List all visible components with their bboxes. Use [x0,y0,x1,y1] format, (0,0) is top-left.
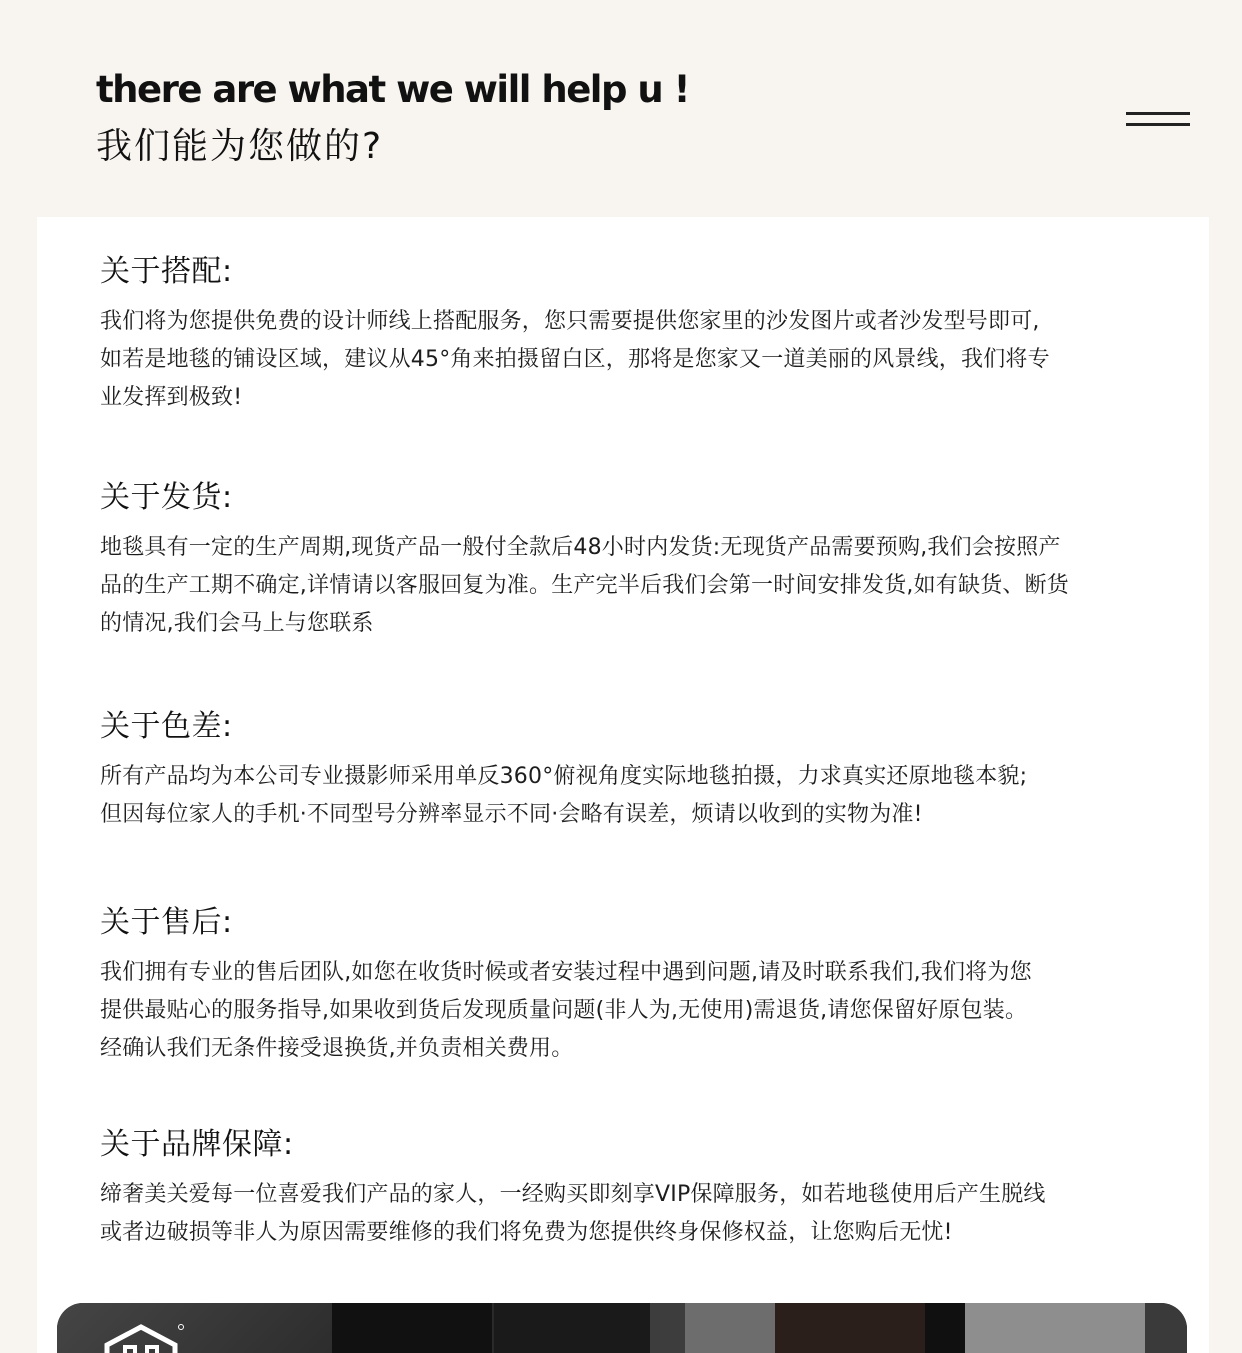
section-body [100,954,1200,1068]
section-line: 业发挥到极致! [100,385,243,410]
section-line: 提供最贴心的服务指导,如果收到货后发现质量问题(非人为,无使用)需退货,请您保留好原包装。 [100,998,1028,1023]
menu-button[interactable] [1126,110,1190,130]
section-title: 关于发货: [100,480,233,515]
section-body [100,1176,1200,1252]
section-body [100,303,1200,417]
banner-panel [1145,1303,1187,1353]
section-line: 但因每位家人的手机·不同型号分辨率显示不同·会略有误差，烦请以收到的实物为准! [100,802,923,827]
page-title-chinese: 我们能为您做的? [96,126,384,167]
section-line: 我们将为您提供免费的设计师线上搭配服务，您只需要提供您家里的沙发图片或者沙发型号即可, [100,309,1040,334]
section-matching [100,252,1200,417]
section-after-sales [100,903,1200,1068]
banner-panel [685,1303,775,1353]
banner-panel [57,1303,332,1353]
section-line: 品的生产工期不确定,详情请以客服回复为准。生产完半后我们会第一时间安排发货,如有缺货、断货 [100,573,1069,598]
section-line: 所有产品均为本公司专业摄影师采用单反360°俯视角度实际地毯拍摄，力求真实还原地毯本貌; [100,764,1028,789]
section-line: 地毯具有一定的生产周期,现货产品一般付全款后48小时内发货:无现货产品需要预购,我们会按照产 [100,535,1061,560]
section-brand-guarantee [100,1125,1200,1252]
section-line: 或者边破损等非人为原因需要维修的我们将免费为您提供终身保修权益，让您购后无忧! [100,1220,953,1245]
section-line: 的情况,我们会马上与您联系 [100,611,374,636]
section-body [100,758,1200,834]
section-line: 经确认我们无条件接受退换货,并负责相关费用。 [100,1036,574,1061]
section-line: 如若是地毯的铺设区域，建议从45°角来拍摄留白区，那将是您家又一道美丽的风景线，我们将专 [100,347,1050,372]
banner-panel [965,1303,1145,1353]
section-color-difference [100,707,1200,834]
section-line: 我们拥有专业的售后团队,如您在收货时候或者安装过程中遇到问题,请及时联系我们,我们将为您 [100,960,1032,985]
service-info-card [37,217,1209,1353]
banner-panel [332,1303,492,1353]
banner-panel [775,1303,925,1353]
page-title-english: there are what we will help u ! [96,68,689,111]
page-header [0,0,1242,217]
product-banner-image [57,1303,1187,1353]
section-body [100,529,1200,643]
banner-panel [925,1303,965,1353]
section-title: 关于搭配: [100,254,233,289]
section-title: 关于色差: [100,709,233,744]
banner-panel [494,1303,650,1353]
section-shipping [100,478,1200,643]
banner-panel [650,1303,685,1353]
section-line: 缔奢美关爱每一位喜爱我们产品的家人，一经购买即刻享VIP保障服务，如若地毯使用后产生脱线 [100,1182,1046,1207]
menu-icon-bar-top [1126,112,1190,115]
house-logo-icon [101,1323,191,1353]
section-title: 关于品牌保障: [100,1127,294,1162]
section-title: 关于售后: [100,905,233,940]
menu-icon-bar-bottom [1126,123,1190,126]
